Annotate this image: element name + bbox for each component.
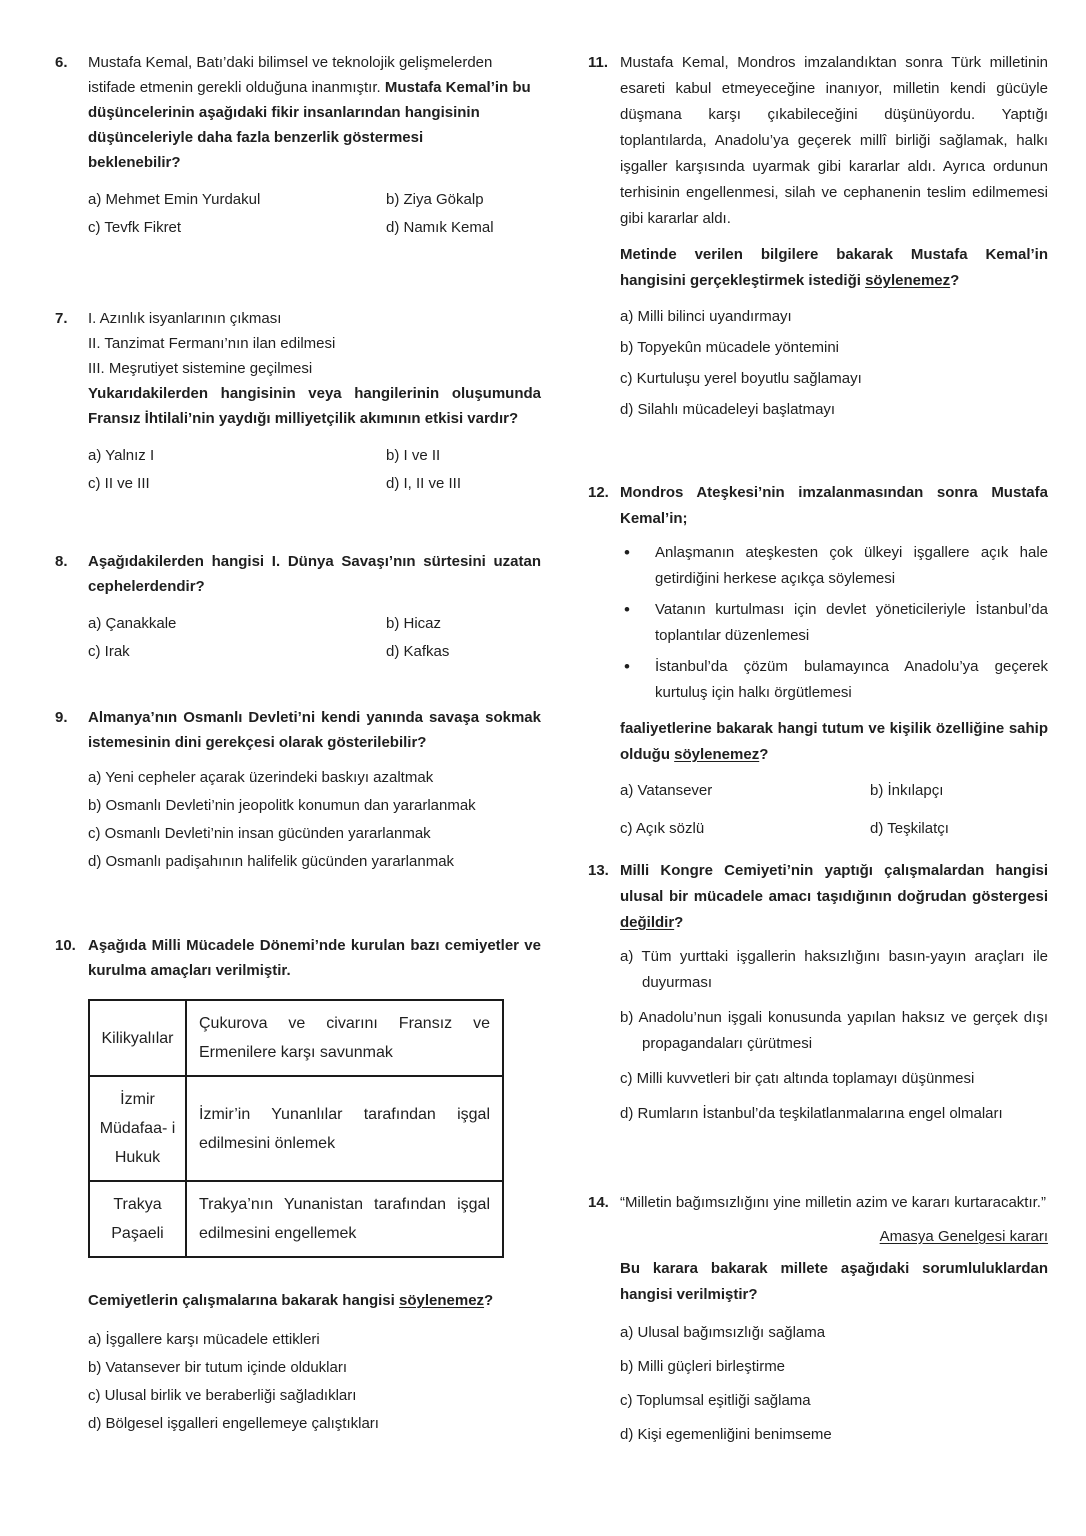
underlined-keyword: söylenemez [865,272,951,289]
options-group [620,944,1048,1127]
options-group [620,304,1048,423]
answer-option: d) Rumların İstanbul’da teşkilatlanmalarına engel olmaları [620,1105,1003,1122]
society-purpose-cell: Çukurova ve civarını Fransız ve Ermenilere karşı savunmak [186,1000,503,1076]
question-number: 10. [55,937,76,954]
bullet-text: Vatanın kurtulması için devlet yöneticileriyle İstanbul’da toplantılar düzenlemesi [655,601,1048,644]
text-segment: Mustafa Kemal, Batı’daki bilimsel ve teknolojik gelişmelerden istifade etmenin gerekli olduğuna inanmıştır. [88,54,493,96]
question-11 [588,50,1048,428]
answer-option: a) Tüm yurttaki işgallerin haksızlığını basın-yayın araçları ile duyurması [620,948,1048,991]
text-segment: I. Azınlık isyanlarının çıkması [88,310,282,327]
question-number: 7. [55,310,68,327]
text-segment: ? [484,1292,494,1309]
question-number: 9. [55,709,68,726]
question-body [88,306,541,499]
options-group [620,778,1048,854]
question-number: 8. [55,553,68,570]
answer-option: d) I, II ve III [386,475,462,492]
bullet-list [620,540,1048,706]
question-number: 12. [588,484,609,501]
text-segment: Bu karara bakarak millete aşağıdaki sorumluluklardan hangisi verilmiştir? [620,1260,1048,1303]
question-text [88,381,541,431]
question-text [88,306,541,381]
answer-option: a) İşgallere karşı mücadele ettikleri [88,1331,320,1348]
answer-option: a) Mehmet Emin Yurdakul [88,191,261,208]
answer-option: c) Toplumsal eşitliği sağlama [620,1392,811,1409]
question-text [620,1256,1048,1308]
text-segment: faaliyetlerine bakarak hangi tutum ve kişilik özelliğine sahip olduğu [620,720,1048,763]
question-text [620,1190,1048,1216]
question-text [620,716,1048,768]
question-text [88,549,541,599]
underlined-keyword: söylenemez [399,1292,485,1309]
society-name-cell: Kilikyalılar [89,1000,186,1076]
options-group [88,443,541,499]
text-segment: Metinde verilen bilgilere bakarak Mustafa Kemal’in hangisini gerçekleştirmek istediği [620,246,1048,289]
question-13 [588,858,1048,1136]
question-text [620,50,1048,232]
bullet-icon: • [624,657,630,676]
options-group [88,187,541,243]
bullet-text: İstanbul’da çözüm bulamayınca Anadolu’ya geçerek kurtuluş için halkı örgütlemesi [655,658,1048,701]
societies-table [88,999,504,1258]
answer-option: c) Osmanlı Devleti’nin insan gücünden yararlanmak [88,825,431,842]
answer-option: b) Hicaz [386,615,442,632]
text-segment: beklenebilir? [88,154,181,171]
table-row [89,1000,503,1076]
question-12 [588,480,1048,854]
answer-option: a) Yeni cepheler açarak üzerindeki baskıyı azaltmak [88,769,434,786]
text-segment: Mondros Ateşkesi’nin imzalanmasından sonra Mustafa Kemal’in; [620,484,1048,527]
text-segment: Cemiyetlerin çalışmalarına bakarak hangisi [88,1292,399,1309]
answer-option: d) Bölgesel işgalleri engellemeye çalıştıkları [88,1415,379,1432]
text-segment: Yukarıdakilerden hangisinin veya hangilerinin oluşumunda Fransız İhtilali’nin yaydığı milliyetçilik akımının etkisi vardır? [88,385,541,427]
question-text [88,933,541,983]
text-segment: ? [950,272,960,289]
question-8 [55,549,541,667]
question-number: 13. [588,862,609,879]
text-segment: Aşağıda Milli Mücadele Dönemi’nde kurulan bazı cemiyetler ve kurulma amaçları verilmiştir. [88,937,541,979]
text-segment: ? [759,746,769,763]
bullet-item [620,597,1048,649]
underlined-keyword: söylenemez [674,746,760,763]
question-body [620,480,1048,854]
answer-option: b) Osmanlı Devleti’nin jeopolitk konumun dan yararlanmak [88,797,476,814]
question-text [88,1288,541,1313]
question-number: 6. [55,54,68,71]
underlined-keyword: Amasya Genelgesi kararı [879,1228,1048,1245]
answer-option: d) Kişi egemenliğini benimseme [620,1426,832,1443]
underlined-keyword: değildir [620,914,675,931]
options-group [620,1320,1048,1448]
answer-option: b) Topyekûn mücadele yöntemini [620,339,840,356]
society-purpose-cell: Trakya’nın Yunanistan tarafından işgal edilmesini engellemek [186,1181,503,1257]
answer-option: c) Milli kuvvetleri bir çatı altında toplamayı düşünmesi [620,1070,975,1087]
text-segment: Mustafa Kemal’in bu düşüncelerinin aşağıdaki fikir insanlarından hangisinin düşünceleriyle daha fazla benzerlik göstermesi [88,79,531,146]
question-body [620,858,1048,1136]
question-text [620,480,1048,532]
question-body [88,50,541,243]
answer-option: b) Milli güçleri birleştirme [620,1358,786,1375]
question-body [88,933,541,1436]
text-segment: II. Tanzimat Fermanı’nın ilan edilmesi [88,335,336,352]
text-segment: Almanya’nın Osmanlı Devleti’ni kendi yanında savaşa sokmak istemesinin dini gerekçesi olarak gösterilebilir? [88,709,541,751]
answer-option: c) Kurtuluşu yerel boyutlu sağlamayı [620,370,862,387]
options-group [88,1327,541,1436]
question-number: 14. [588,1194,609,1211]
bullet-text: Anlaşmanın ateşkesten çok ülkeyi işgallere açık hale getirdiğini herkese açıkça söylemesi [655,544,1048,587]
question-text [620,242,1048,294]
question-body [620,50,1048,428]
answer-option: a) Yalnız I [88,447,155,464]
question-text [88,50,541,175]
answer-option: c) Ulusal birlik ve beraberliği sağladıkları [88,1387,357,1404]
society-purpose-cell: İzmir’in Yunanlılar tarafından işgal edilmesini önlemek [186,1076,503,1181]
question-10 [55,933,541,1436]
table-row [89,1181,503,1257]
answer-option: c) II ve III [88,475,150,492]
bullet-item [620,540,1048,592]
question-text [620,1224,1048,1250]
options-group [88,765,541,874]
text-segment: Milli Kongre Cemiyeti’nin yaptığı çalışmalardan hangisi ulusal bir mücadele amacı taşıdığının doğrudan göstergesi [620,862,1048,905]
answer-option: d) Teşkilatçı [870,820,949,837]
answer-option: b) İnkılapçı [870,782,944,799]
question-text [620,858,1048,936]
answer-option: c) Irak [88,643,130,660]
text-segment: III. Meşrutiyet sistemine geçilmesi [88,360,313,377]
answer-option: b) I ve II [386,447,441,464]
bullet-icon: • [624,600,630,619]
answer-option: c) Açık sözlü [620,820,705,837]
answer-option: b) Anadolu’nun işgali konusunda yapılan haksız ve gerçek dışı propagandaları çürütmesi [620,1009,1048,1052]
answer-option: b) Vatansever bir tutum içinde oldukları [88,1359,348,1376]
answer-option: d) Kafkas [386,643,450,660]
question-7 [55,306,541,499]
answer-option: d) Osmanlı padişahının halifelik gücünden yararlanmak [88,853,455,870]
text-segment: “Milletin bağımsızlığını yine milletin azim ve kararı kurtaracaktır.” [620,1194,1046,1211]
answer-option: b) Ziya Gökalp [386,191,484,208]
answer-option: d) Namık Kemal [386,219,494,236]
table-row [89,1076,503,1181]
question-body [620,1190,1048,1456]
question-text [88,705,541,755]
bullet-icon: • [624,543,630,562]
options-group [88,611,541,667]
bullet-item [620,654,1048,706]
answer-option: a) Çanakkale [88,615,177,632]
answer-option: a) Milli bilinci uyandırmayı [620,308,792,325]
answer-option: d) Silahlı mücadeleyi başlatmayı [620,401,836,418]
answer-option: c) Tevfk Fikret [88,219,182,236]
question-body [88,705,541,874]
question-number: 11. [588,54,609,71]
text-segment: Aşağıdakilerden hangisi I. Dünya Savaşı’nın sürtesini uzatan cephelerdendir? [88,553,541,595]
society-name-cell: Trakya Paşaeli [89,1181,186,1257]
question-9 [55,705,541,874]
question-body [88,549,541,667]
question-6 [55,50,541,243]
answer-option: a) Vatansever [620,782,713,799]
text-segment: ? [674,914,684,931]
text-segment: Mustafa Kemal, Mondros imzalandıktan sonra Türk milletinin esareti kabul etmeyeceğine inanıyor, milletin kendi gücüyle düşmana karşı çıkabileceğini düşünüyordu. Yaptığı toplantılarda, Anadolu’ya geçerek millî birliği sağlamak, halkı işgaller karşısında uyarmak gibi kararlar aldı. Ayrıca ordunun terhisinin engellenmesi, silah ve cephanenin teslim edilmemesi gibi kararlar aldı. [620,54,1048,227]
answer-option: a) Ulusal bağımsızlığı sağlama [620,1324,826,1341]
question-14 [588,1190,1048,1456]
society-name-cell: İzmir Müdafaa- i Hukuk [89,1076,186,1181]
